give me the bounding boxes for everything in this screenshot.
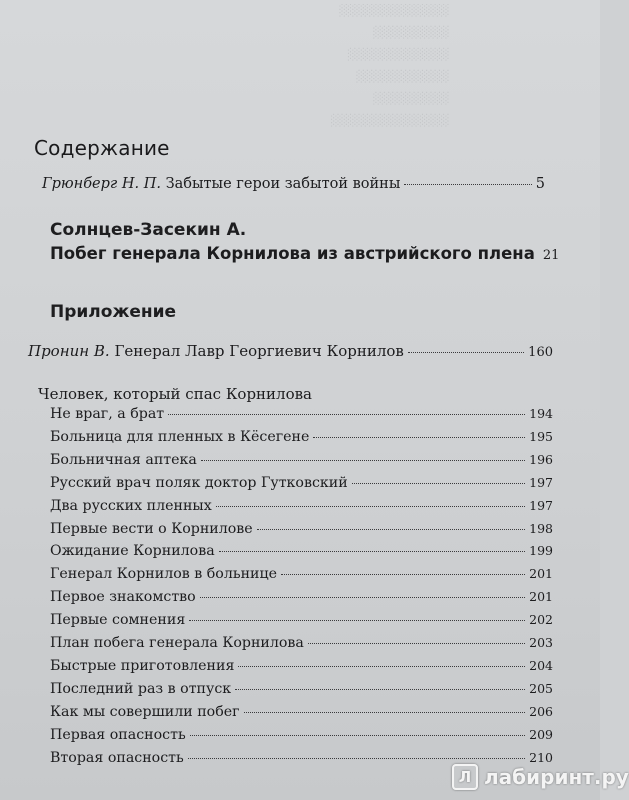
- chapter-page: 201: [529, 589, 553, 605]
- dot-leader: [216, 506, 525, 507]
- watermark: [452, 764, 629, 790]
- chapter-entry: [50, 406, 553, 422]
- dot-leader: [352, 483, 525, 484]
- chapter-title: Последний раз в отпуск: [50, 680, 232, 697]
- chapter-entry: [50, 498, 553, 514]
- chapter-entry: [50, 612, 553, 628]
- dot-leader: [281, 574, 525, 575]
- chapter-entry: [50, 475, 553, 491]
- chapter-page: 197: [529, 497, 553, 513]
- chapter-entry: [50, 658, 553, 674]
- labirint-logo-icon: Л: [452, 764, 478, 790]
- dot-leader: [257, 529, 525, 530]
- chapter-page: 198: [529, 520, 553, 536]
- main-work-author: Солнцев-Засекин А.: [50, 220, 247, 240]
- toc-entry-author: Грюнберг Н. П.: [42, 176, 161, 192]
- chapter-title: Первое знакомство: [50, 589, 196, 606]
- toc-entry-title: Побег генерала Корнилова из австрийского плена: [50, 244, 535, 263]
- dot-leader: [190, 735, 525, 736]
- chapter-page: 205: [529, 680, 553, 696]
- toc-entry-author: Пронин В.: [28, 342, 110, 360]
- chapter-title: Два русских пленных: [50, 497, 212, 514]
- chapter-title: Не враг, а брат: [50, 406, 165, 422]
- chapter-title: Первые вести о Корнилове: [50, 520, 253, 537]
- dot-leader: [238, 666, 525, 667]
- chapter-title: Первые сомнения: [50, 612, 186, 629]
- chapter-entry: [50, 521, 553, 537]
- chapter-entry: [50, 429, 553, 445]
- toc-entry-title: Генерал Лавр Георгиевич Корнилов: [114, 342, 404, 360]
- dot-leader: [235, 689, 525, 690]
- chapter-page: 199: [529, 543, 553, 559]
- toc-entry-main-work: [50, 244, 560, 263]
- page-title: Содержание: [34, 136, 170, 160]
- dot-leader: [188, 758, 525, 759]
- chapter-entry: [50, 727, 553, 743]
- toc-entry-page: 21: [542, 248, 560, 263]
- dot-leader: [404, 184, 531, 185]
- chapter-page: 201: [529, 566, 553, 582]
- dot-leader: [201, 460, 525, 461]
- chapter-entry: [50, 635, 553, 651]
- chapter-page: 206: [529, 703, 553, 719]
- toc-entry-page: 160: [528, 345, 553, 360]
- chapter-title: Как мы совершили побег: [50, 703, 240, 720]
- chapter-title: Первая опасность: [50, 726, 186, 743]
- chapter-page: 195: [529, 428, 553, 444]
- dot-leader: [189, 620, 525, 621]
- chapter-title: Ожидание Корнилова: [50, 543, 215, 560]
- chapter-title: План побега генерала Корнилова: [50, 635, 304, 651]
- bleed-through-text: ░░░░░░░░░░░░░ ░░░░░░░░░ ░░░░░░░░░░░░ ░░░░░░░░░░░ ░░░░░░░░░ ░░░░░░░░░░░░░░: [330, 4, 449, 127]
- chapter-page: 197: [529, 474, 553, 490]
- chapter-page: 203: [529, 635, 553, 650]
- chapter-page: 194: [529, 406, 553, 421]
- chapter-entry: [50, 681, 553, 697]
- chapter-page: 204: [529, 657, 553, 673]
- toc-entry-intro: [42, 176, 545, 192]
- chapter-page: 196: [529, 451, 553, 467]
- chapter-title: Больничная аптека: [50, 451, 197, 468]
- chapter-entry: [50, 589, 553, 605]
- watermark-brand: лабиринт.ру: [484, 765, 629, 789]
- chapter-page: 210: [529, 749, 553, 765]
- dot-leader: [308, 643, 525, 644]
- chapter-title: Русский врач поляк доктор Гутковский: [50, 474, 348, 491]
- chapter-title: Вторая опасность: [50, 749, 184, 766]
- dot-leader: [200, 597, 525, 598]
- toc-entry-title: Забытые герои забытой войны: [165, 176, 401, 192]
- dot-leader: [168, 414, 525, 415]
- chapter-title: Больница для пленных в Кёсегене: [50, 428, 310, 445]
- chapter-entry: [50, 566, 553, 582]
- appendix-heading: Приложение: [50, 302, 177, 322]
- subsection-heading: Человек, который спас Корнилова: [38, 385, 312, 403]
- chapter-title: Генерал Корнилов в больнице: [50, 566, 278, 583]
- chapter-page: 202: [529, 612, 553, 628]
- chapter-entry: [50, 452, 553, 468]
- chapter-entry: [50, 543, 553, 559]
- toc-entry-pronin: [28, 342, 553, 360]
- toc-entry-page: 5: [535, 176, 545, 192]
- dot-leader: [408, 352, 524, 353]
- chapter-entry: [50, 704, 553, 720]
- chapter-page: 209: [529, 726, 553, 742]
- chapter-title: Быстрые приготовления: [50, 657, 235, 674]
- dot-leader: [313, 437, 525, 438]
- dot-leader: [219, 551, 525, 552]
- dot-leader: [244, 712, 526, 713]
